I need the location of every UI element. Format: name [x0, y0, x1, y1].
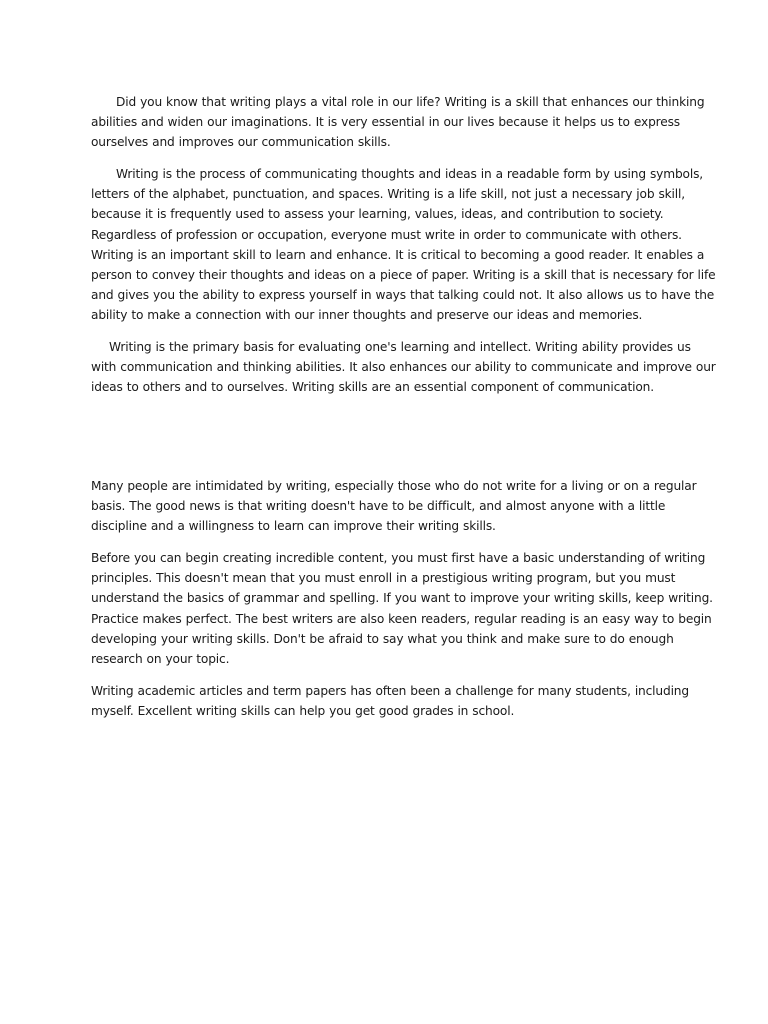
- text-line: with communication and thinking abilities. It also enhances our ability to communicate and improve our: [91, 360, 716, 375]
- text-line: ideas to others and to ourselves. Writing skills are an essential component of communication.: [91, 380, 654, 395]
- paragraph-definition: [91, 164, 716, 326]
- text-line: ability to make a connection with our inner thoughts and preserve our ideas and memories.: [91, 308, 643, 323]
- text-line: ourselves and improves our communication skills.: [91, 135, 391, 150]
- text-line: Writing academic articles and term papers has often been a challenge for many students, including: [91, 684, 689, 698]
- text-line: and gives you the ability to express yourself in ways that talking could not. It also allows us to have the: [91, 288, 715, 303]
- text-line: principles. This doesn't mean that you must enroll in a prestigious writing program, but you must: [91, 571, 676, 586]
- text-line: Writing is the primary basis for evaluating one's learning and intellect. Writing ability provides us: [109, 340, 691, 354]
- text-line: discipline and a willingness to learn can improve their writing skills.: [91, 519, 496, 534]
- paragraph-principles: [91, 548, 713, 669]
- paragraph-academic: [91, 681, 689, 721]
- text-line: letters of the alphabet, punctuation, and spaces. Writing is a life skill, not just a necessary job skill,: [91, 187, 685, 202]
- paragraph-evaluation: [91, 337, 716, 398]
- text-line: Regardless of profession or occupation, everyone must write in order to communicate with others.: [91, 227, 682, 242]
- paragraph-intimidation: [91, 476, 697, 537]
- text-line: person to convey their thoughts and ideas on a piece of paper. Writing is a skill that is necessary for life: [91, 268, 716, 283]
- text-line: understand the basics of grammar and spelling. If you want to improve your writing skills, keep writing.: [91, 591, 713, 606]
- text-line: because it is frequently used to assess your learning, values, ideas, and contribution to society.: [91, 207, 664, 222]
- text-line: Before you can begin creating incredible content, you must first have a basic understanding of writing: [91, 551, 706, 565]
- text-line: Writing is an important skill to learn and enhance. It is critical to becoming a good reader. It enables a: [91, 247, 705, 262]
- paragraph-intro: [91, 92, 705, 153]
- text-line: Many people are intimidated by writing, especially those who do not write for a living or on a regular: [91, 479, 697, 493]
- text-line: abilities and widen our imaginations. It is very essential in our lives because it helps us to express: [91, 115, 681, 130]
- text-line: Did you know that writing plays a vital role in our life? Writing is a skill that enhances our thinking: [116, 95, 705, 109]
- text-line: myself. Excellent writing skills can help you get good grades in school.: [91, 704, 515, 719]
- text-line: Practice makes perfect. The best writers are also keen readers, regular reading is an easy way to begin: [91, 611, 712, 626]
- text-line: basis. The good news is that writing doesn't have to be difficult, and almost anyone with a little: [91, 499, 666, 514]
- text-line: research on your topic.: [91, 652, 230, 667]
- text-line: developing your writing skills. Don't be afraid to say what you think and make sure to do enough: [91, 631, 674, 646]
- text-line: Writing is the process of communicating thoughts and ideas in a readable form by using symbols,: [116, 167, 704, 181]
